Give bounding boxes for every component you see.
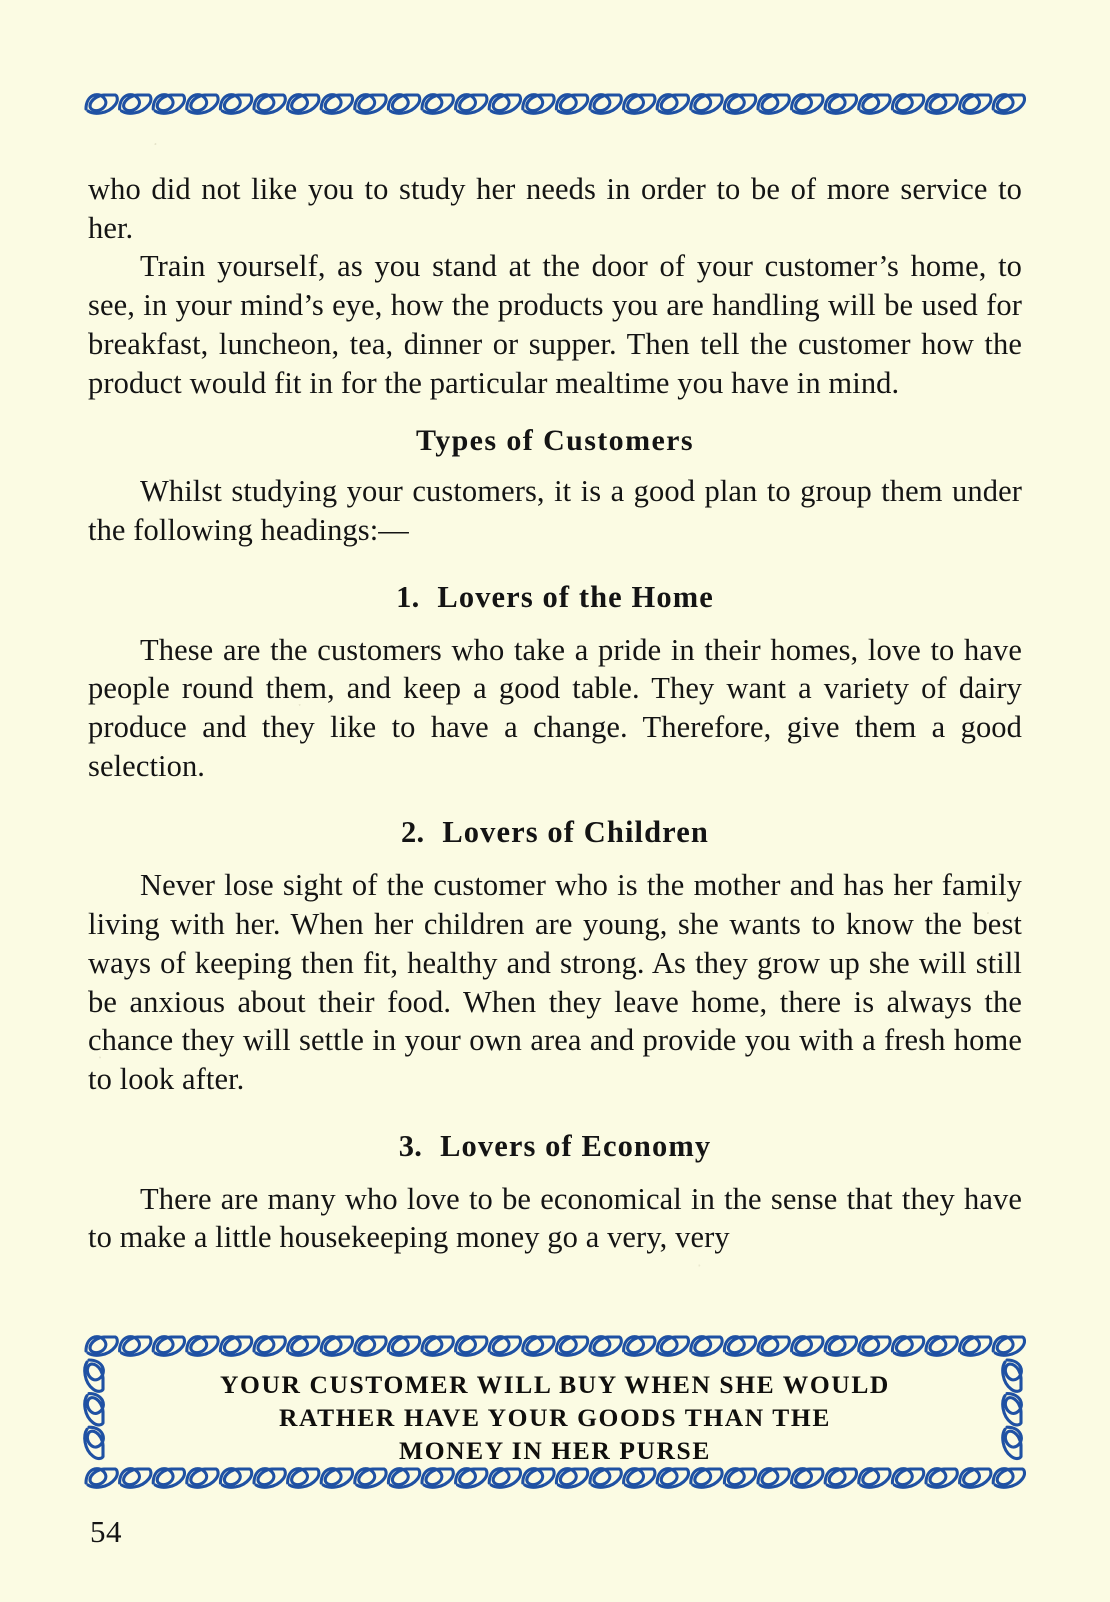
paragraph-lovers-of-children: Never lose sight of the customer who is the mother and has her family living with her. When her children are young, she wants to know the best ways of keeping then fit, healthy and strong. As they grow up she will still be anxious about their food. When they leave home, there is always the chance they will settle in your own area and provide you with a fresh home to look after. — [88, 868, 1022, 1096]
footer-quote-line-2: RATHER HAVE YOUR GOODS THAN THE — [279, 1403, 831, 1432]
quote-box-right-ornament-rule — [994, 1358, 1028, 1466]
paragraph-lovers-of-the-home: These are the customers who take a pride in their homes, love to have people round them, and keep a good table. They want a variety of dairy produce and they like to have a change. Therefore, give them a good selection. — [88, 632, 1022, 783]
quote-box-bottom-ornament-rule — [84, 1462, 1026, 1496]
item-heading-lovers-of-economy — [88, 1129, 1022, 1164]
top-ornament-rule — [84, 88, 1026, 122]
paragraph-section-intro: Whilst studying your customers, it is a good plan to group them under the following headings:— — [88, 474, 1022, 547]
item-label-3: Lovers of Economy — [440, 1128, 712, 1163]
quote-box-left-ornament-rule — [76, 1358, 110, 1466]
paragraph-train-yourself: Train yourself, as you stand at the door of your customer’s home, to see, in your mind’s eye, how the products you are handling will be used for breakfast, luncheon, tea, dinner or supper. Then tell the customer how the product would fit in for the particular mealtime you have in mind. — [88, 249, 1022, 400]
paragraph-lovers-of-economy: There are many who love to be economical in the sense that they have to make a little housekeeping money go a very, very — [88, 1181, 1022, 1255]
footer-quote-box — [120, 1368, 990, 1467]
section-heading-types-of-customers: Types of Customers — [416, 424, 694, 458]
item-label-1: Lovers of the Home — [437, 579, 714, 614]
footer-quote-line-1: YOUR CUSTOMER WILL BUY WHEN SHE WOULD — [220, 1370, 890, 1399]
item-number-2: 2. — [401, 815, 425, 850]
text-column — [88, 170, 1022, 1257]
paragraph-continued: who did not like you to study her needs in order to be of more service to her. — [88, 172, 1022, 245]
item-number-3: 3. — [398, 1128, 423, 1163]
item-heading-lovers-of-children — [88, 815, 1022, 850]
item-number-1: 1. — [396, 579, 420, 614]
footer-quote-line-3: MONEY IN HER PURSE — [399, 1436, 711, 1465]
quote-box-top-ornament-rule — [84, 1330, 1026, 1364]
item-label-2: Lovers of Children — [442, 815, 709, 850]
page-number: 54 — [90, 1514, 122, 1549]
item-heading-lovers-of-the-home — [88, 580, 1022, 615]
